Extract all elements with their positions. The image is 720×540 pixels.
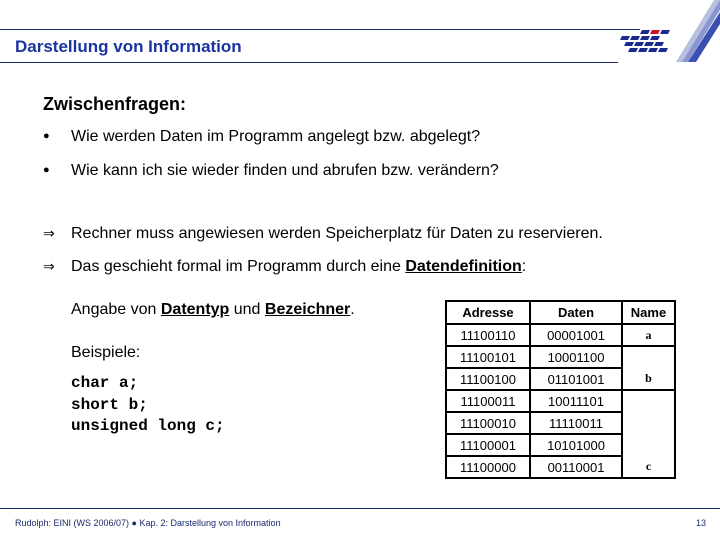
implies-arrow-icon: ⇒	[43, 225, 55, 241]
code-example	[71, 373, 225, 438]
question-bullet: ● Wie werden Daten im Programm angelegt bzw. abgelegt?	[43, 128, 481, 145]
university-logo-icon	[618, 0, 720, 64]
table-row: 11100010 11110011	[446, 412, 675, 434]
code-line: short b;	[71, 395, 148, 414]
column-header-name: Name	[622, 301, 675, 324]
memory-table	[445, 300, 676, 479]
term-datendefinition: Datendefinition	[405, 258, 522, 275]
table-row: 11100000 00110001 c	[446, 456, 675, 478]
table-header-row	[446, 301, 675, 324]
column-header-data: Daten	[530, 301, 622, 324]
footer-course-info: Rudolph: EINI (WS 2006/07) ● Kap. 2: Darstellung von Information	[15, 518, 281, 528]
column-header-address: Adresse	[446, 301, 530, 324]
implies-arrow-icon: ⇒	[43, 258, 55, 274]
page-number: 13	[695, 518, 706, 528]
table-row: 11100011 10011101	[446, 390, 675, 412]
term-datentyp: Datentyp	[160, 301, 230, 318]
code-line: char a;	[71, 374, 139, 392]
spec-line: Angabe von Datentyp und Bezeichner.	[71, 301, 355, 318]
header-bottom-rule	[0, 62, 720, 63]
term-bezeichner: Bezeichner	[264, 301, 351, 318]
table-row: 11100101 10001100	[446, 346, 675, 368]
table-row: 11100001 10101000	[446, 434, 675, 456]
question-bullet: ● Wie kann ich sie wieder finden und abrufen bzw. verändern?	[43, 162, 499, 179]
bullet-icon: ●	[43, 164, 50, 176]
footer-rule	[0, 508, 720, 509]
examples-label: Beispiele:	[71, 344, 141, 361]
bullet-icon: ●	[43, 130, 50, 142]
section-heading: Zwischenfragen:	[43, 94, 187, 114]
implication-line: ⇒ Das geschieht formal im Programm durch eine Datendefinition:	[43, 258, 527, 275]
table-row: 11100110 00001001 a	[446, 324, 675, 346]
header-top-rule	[0, 29, 640, 30]
code-line: unsigned long c;	[71, 417, 225, 435]
table-row: 11100100 01101001 b	[446, 368, 675, 390]
implication-line: ⇒ Rechner muss angewiesen werden Speicherplatz für Daten zu reservieren.	[43, 225, 603, 242]
slide-title: Darstellung von Information	[15, 37, 242, 56]
